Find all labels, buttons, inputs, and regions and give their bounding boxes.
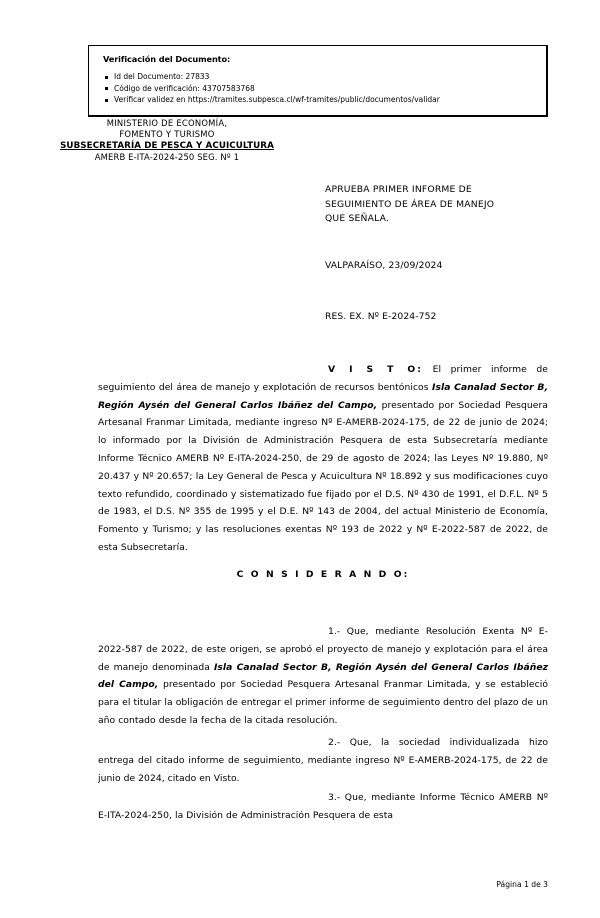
document-subject-title — [325, 183, 548, 227]
subsecretaria-heading: SUBSECRETARÍA DE PESCA Y ACUICULTURA — [60, 140, 274, 151]
verification-list — [103, 71, 536, 106]
resolution-number: RES. EX. Nº E-2024-752 — [325, 311, 437, 322]
visto-emphasis-area-name: Isla Canalad Sector B, Región Aysén del General Carlos Ibáñez del Campo, — [98, 381, 549, 411]
considerando-3-text: 3.- Que, mediante Informe Técnico AMERB Nº E-ITA-2024-250, la División de Administración Pesquera de esta — [98, 792, 548, 821]
verification-item-document-id: Id del Documento: 27833 — [103, 71, 536, 83]
page-number-label: Página 1 de 3 — [496, 880, 548, 889]
considerando-item-2 — [98, 734, 548, 787]
place-and-date: VALPARAÍSO, 23/09/2024 — [325, 260, 443, 271]
document-subject-line-2: SEGUIMIENTO DE ÁREA DE MANEJO — [325, 198, 495, 210]
ministry-header — [38, 118, 296, 164]
considerando-heading-wrap — [98, 569, 548, 580]
considerando-item-1 — [98, 623, 548, 730]
visto-section — [98, 361, 548, 557]
considerando-2-text: 2.- Que, la sociedad individualizada hizo entrega del citado informe de seguimiento, mediante ingreso Nº E-AMERB-2024-175, de 22 de junio de 2024, citado en Visto. — [98, 737, 548, 784]
considerando-heading: C O N S I D E R A N D O: — [236, 569, 410, 580]
verification-item-url: Verificar validez en https://tramites.subpesca.cl/wf-tramites/public/documentos/validar — [103, 94, 536, 106]
visto-heading: V I S T O: — [328, 364, 424, 375]
considerando-1-emphasis-area-name: Isla Canalad Sector B, Región Aysén del General Carlos Ibáñez del Campo, — [98, 661, 548, 691]
visto-paragraph — [98, 361, 548, 557]
document-subject-line-3: QUE SEÑALA. — [325, 213, 390, 225]
page-footer — [0, 880, 548, 889]
visto-text-part-1: El primer informe de seguimiento del área de manejo y explotación de recursos bentónicos — [98, 364, 548, 393]
document-subject-line-1: APRUEBA PRIMER INFORME DE — [325, 184, 472, 195]
verification-title: Verificación del Documento: — [103, 54, 231, 64]
verification-box — [88, 45, 548, 117]
considerando-paragraph-1 — [98, 623, 548, 730]
ministry-line-1: MINISTERIO DE ECONOMÍA, — [106, 118, 228, 128]
amerb-reference: AMERB E-ITA-2024-250 SEG. Nº 1 — [94, 152, 240, 163]
considerando-paragraph-2 — [98, 734, 548, 787]
considerando-item-3 — [98, 789, 548, 825]
verification-item-code: Código de verificación: 43707583768 — [103, 83, 536, 95]
considerando-1-text-part-2: presentado por Sociedad Pesquera Artesanal Franmar Limitada, y se estableció para el titular la obligación de entregar el primer informe de seguimiento dentro del plazo de un año contado desde la fecha de la citada resolución. — [98, 679, 548, 726]
considerando-1-text-part-1: 1.- Que, mediante Resolución Exenta Nº E-2022-587 de 2022, de este origen, se aprobó el proyecto de manejo y explotación para el área de manejo denominada — [98, 626, 548, 673]
ministry-line-2: FOMENTO Y TURISMO — [119, 129, 215, 140]
visto-text-part-2: presentado por Sociedad Pesquera Artesanal Franmar Limitada, mediante ingreso Nº E-AMERB-2024-175, de 22 de junio de 2024; lo informado por la División de Administración Pesquera de esta Subsecretaría mediante Informe Técnico AMERB Nº E-ITA-2024-250, de 29 de agosto de 2024; las Leyes Nº 19.880, Nº 20.437 y Nº 20.657; la Ley General de Pesca y Acuicultura Nº 18.892 y sus modificaciones cuyo texto refundido, coordinado y sistematizado fue fijado por el D.S. Nº 430 de 1991, el D.F.L. Nº 5 de 1983, el D.S. Nº 355 de 1995 y el D.E. Nº 143 de 2004, del actual Ministerio de Economía, Fomento y Turismo; y las resoluciones exentas Nº 193 de 2022 y Nº E-2022-587 de 2022, de esta Subsecretaría. — [98, 399, 548, 553]
considerando-paragraph-3 — [98, 789, 548, 825]
